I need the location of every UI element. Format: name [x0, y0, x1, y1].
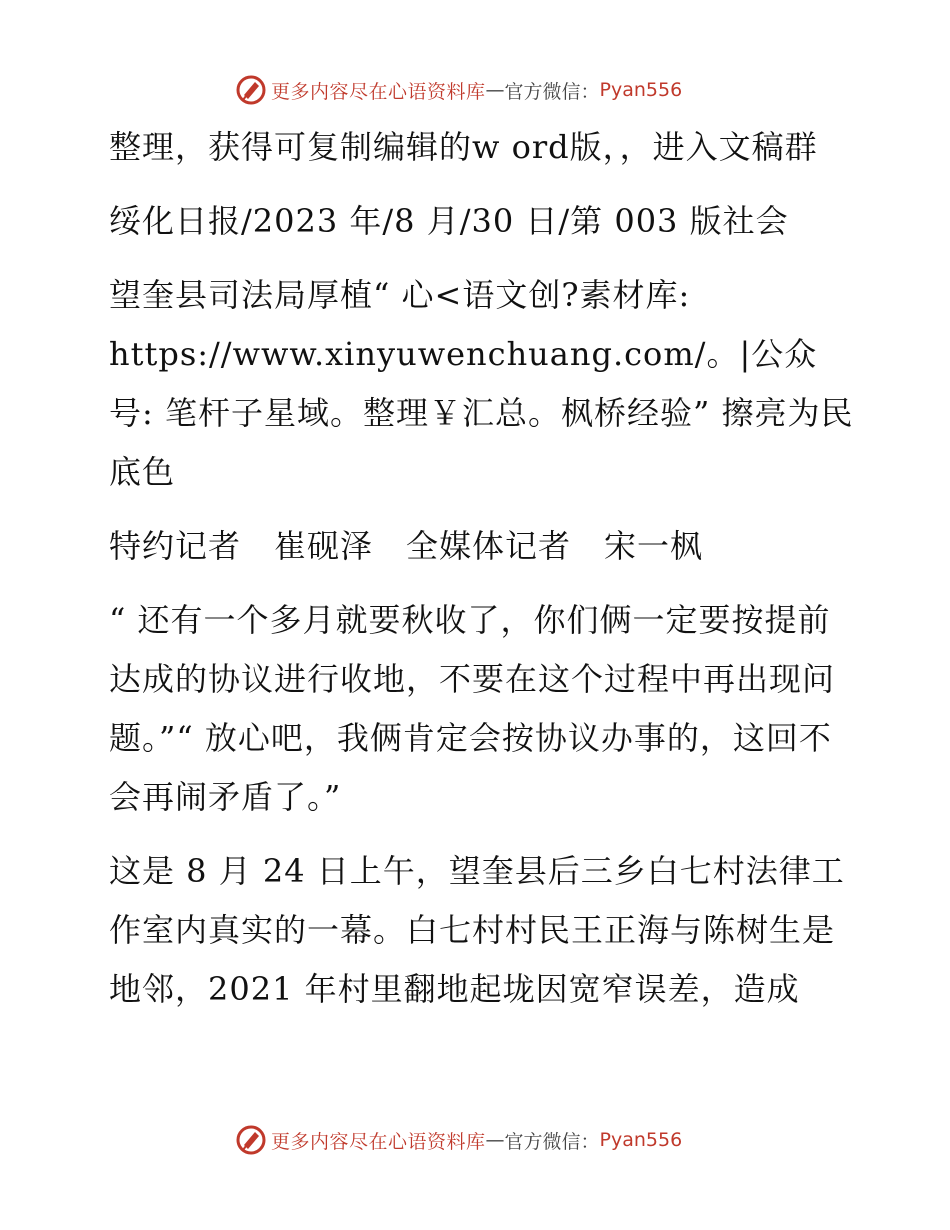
logo-icon	[235, 1124, 267, 1156]
paragraph-narrative: 这是 8 月 24 日上午，望奎县后三乡白七村法律工作室内真实的一幕。白七村村民王正海与陈树生是地邻，2021 年村里翻地起垅因宽窄误差，造成	[109, 852, 845, 1008]
logo-icon	[235, 74, 267, 106]
watermark-wechat-id: Pyan556	[599, 79, 683, 101]
paragraph-byline: 特约记者 崔砚泽 全媒体记者 宋一枫	[109, 527, 704, 565]
paragraph-headline: 望奎县司法局厚植“ 心<语文创?素材库: https://www.xinyuwenchuang.com/。|公众号: 笔杆子星域。整理￥汇总。枫桥经验” 擦亮为民底色	[109, 276, 854, 491]
watermark-wechat-label: 官方微信：	[504, 80, 600, 103]
paragraph-quote: “ 还有一个多月就要秋收了，你们俩一定要按提前达成的协议进行收地，不要在这个过程中再出现问题。”“ 放心吧，我俩肯定会按协议办事的，这回不会再闹矛盾了。”	[109, 601, 836, 816]
paragraph-intro: 整理，获得可复制编辑的w ord版，，进入文稿群	[109, 128, 818, 166]
header-watermark	[235, 73, 682, 107]
watermark-dash: —	[485, 79, 505, 101]
paragraph-source: 绥化日报/2023 年/8 月/30 日/第 003 版社会	[109, 202, 789, 240]
footer-watermark	[235, 1123, 682, 1157]
watermark-wechat-label: 官方微信：	[504, 1130, 600, 1153]
watermark-wechat-id: Pyan556	[599, 1129, 683, 1151]
watermark-dash: —	[485, 1129, 505, 1151]
watermark-text: 更多内容尽在心语资料库	[271, 80, 486, 103]
document-body	[97, 118, 857, 1019]
watermark-text: 更多内容尽在心语资料库	[271, 1130, 486, 1153]
